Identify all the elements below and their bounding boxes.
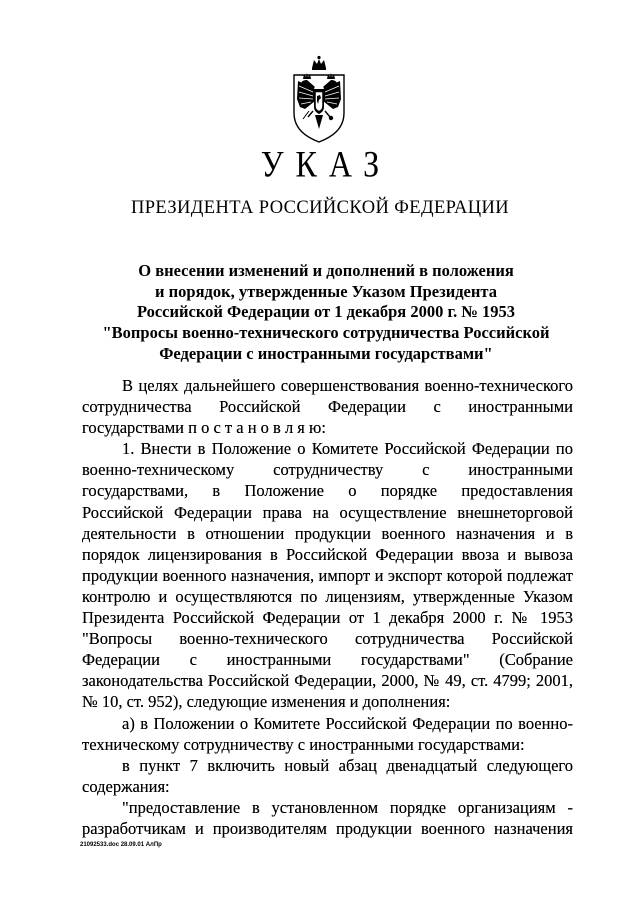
body-line: а) в Положении о Комитете Российской Федерации по военно- bbox=[122, 713, 573, 733]
heading-line: и порядок, утвержденные Указом Президента bbox=[155, 281, 497, 301]
heading-line: Федерации с иностранными государствами" bbox=[159, 343, 493, 363]
body-line: законодательства Российской Федерации, 2000, № 49, ст. 4799; 2001, bbox=[82, 671, 573, 691]
body-line: В целях дальнейшего совершенствования военно-технического bbox=[122, 376, 573, 395]
body-line: военно-техническому сотрудничеству с иностранными bbox=[82, 460, 573, 480]
body-line: содержания: bbox=[82, 776, 170, 796]
body-line: порядок лицензирования в Российской Федерации ввоза и вывоза bbox=[82, 544, 573, 564]
coat-of-arms-icon bbox=[289, 55, 349, 143]
body-line: деятельности в отношении продукции военного назначения и в bbox=[82, 523, 573, 543]
body-line: разработчикам и производителям продукции военного назначения bbox=[82, 818, 573, 838]
body-line: в пункт 7 включить новый абзац двенадцатый следующего bbox=[122, 755, 573, 775]
issuer-subtitle: ПРЕЗИДЕНТА РОССИЙСКОЙ ФЕДЕРАЦИИ bbox=[130, 198, 510, 218]
document-body bbox=[82, 375, 573, 839]
body-line: продукции военного назначения, импорт и экспорт которой подлежат bbox=[82, 565, 573, 585]
body-line: Федерации с иностранными государствами" (Собрание bbox=[82, 650, 573, 670]
body-line: сотрудничества Российской Федерации с иностранными bbox=[82, 397, 573, 417]
heading-line: "Вопросы военно-технического сотрудничества Российской bbox=[102, 323, 550, 343]
body-line: контролю и осуществляются по лицензиям, утвержденные Указом bbox=[82, 586, 573, 606]
body-line: "предоставление в установленном порядке организациям - bbox=[122, 797, 573, 817]
body-line: государствами п о с т а н о в л я ю: bbox=[82, 418, 326, 438]
decree-title: УКАЗ bbox=[260, 143, 392, 185]
body-line: Президента Российской Федерации от 1 декабря 2000 г. № 1953 bbox=[82, 608, 573, 628]
heading-line: Российской Федерации от 1 декабря 2000 г. № 1953 bbox=[136, 302, 516, 322]
heading-line: О внесении изменений и дополнений в положения bbox=[138, 261, 514, 280]
body-line: 1. Внести в Положение о Комитете Российской Федерации по bbox=[122, 439, 573, 459]
body-line: Российской Федерации права на осуществление внешнеторговой bbox=[82, 502, 573, 522]
body-line: государствами, в Положение о порядке предоставления bbox=[82, 481, 573, 501]
body-line: № 10, ст. 952), следующие изменения и дополнения: bbox=[82, 692, 451, 712]
body-line: "Вопросы военно-технического сотрудничества Российской bbox=[82, 629, 573, 649]
document-heading bbox=[86, 261, 566, 364]
file-reference: 21092533.doc 28.09.01 АлПр bbox=[80, 842, 162, 848]
body-line: техническому сотрудничеству с иностранными государствами: bbox=[82, 734, 525, 754]
